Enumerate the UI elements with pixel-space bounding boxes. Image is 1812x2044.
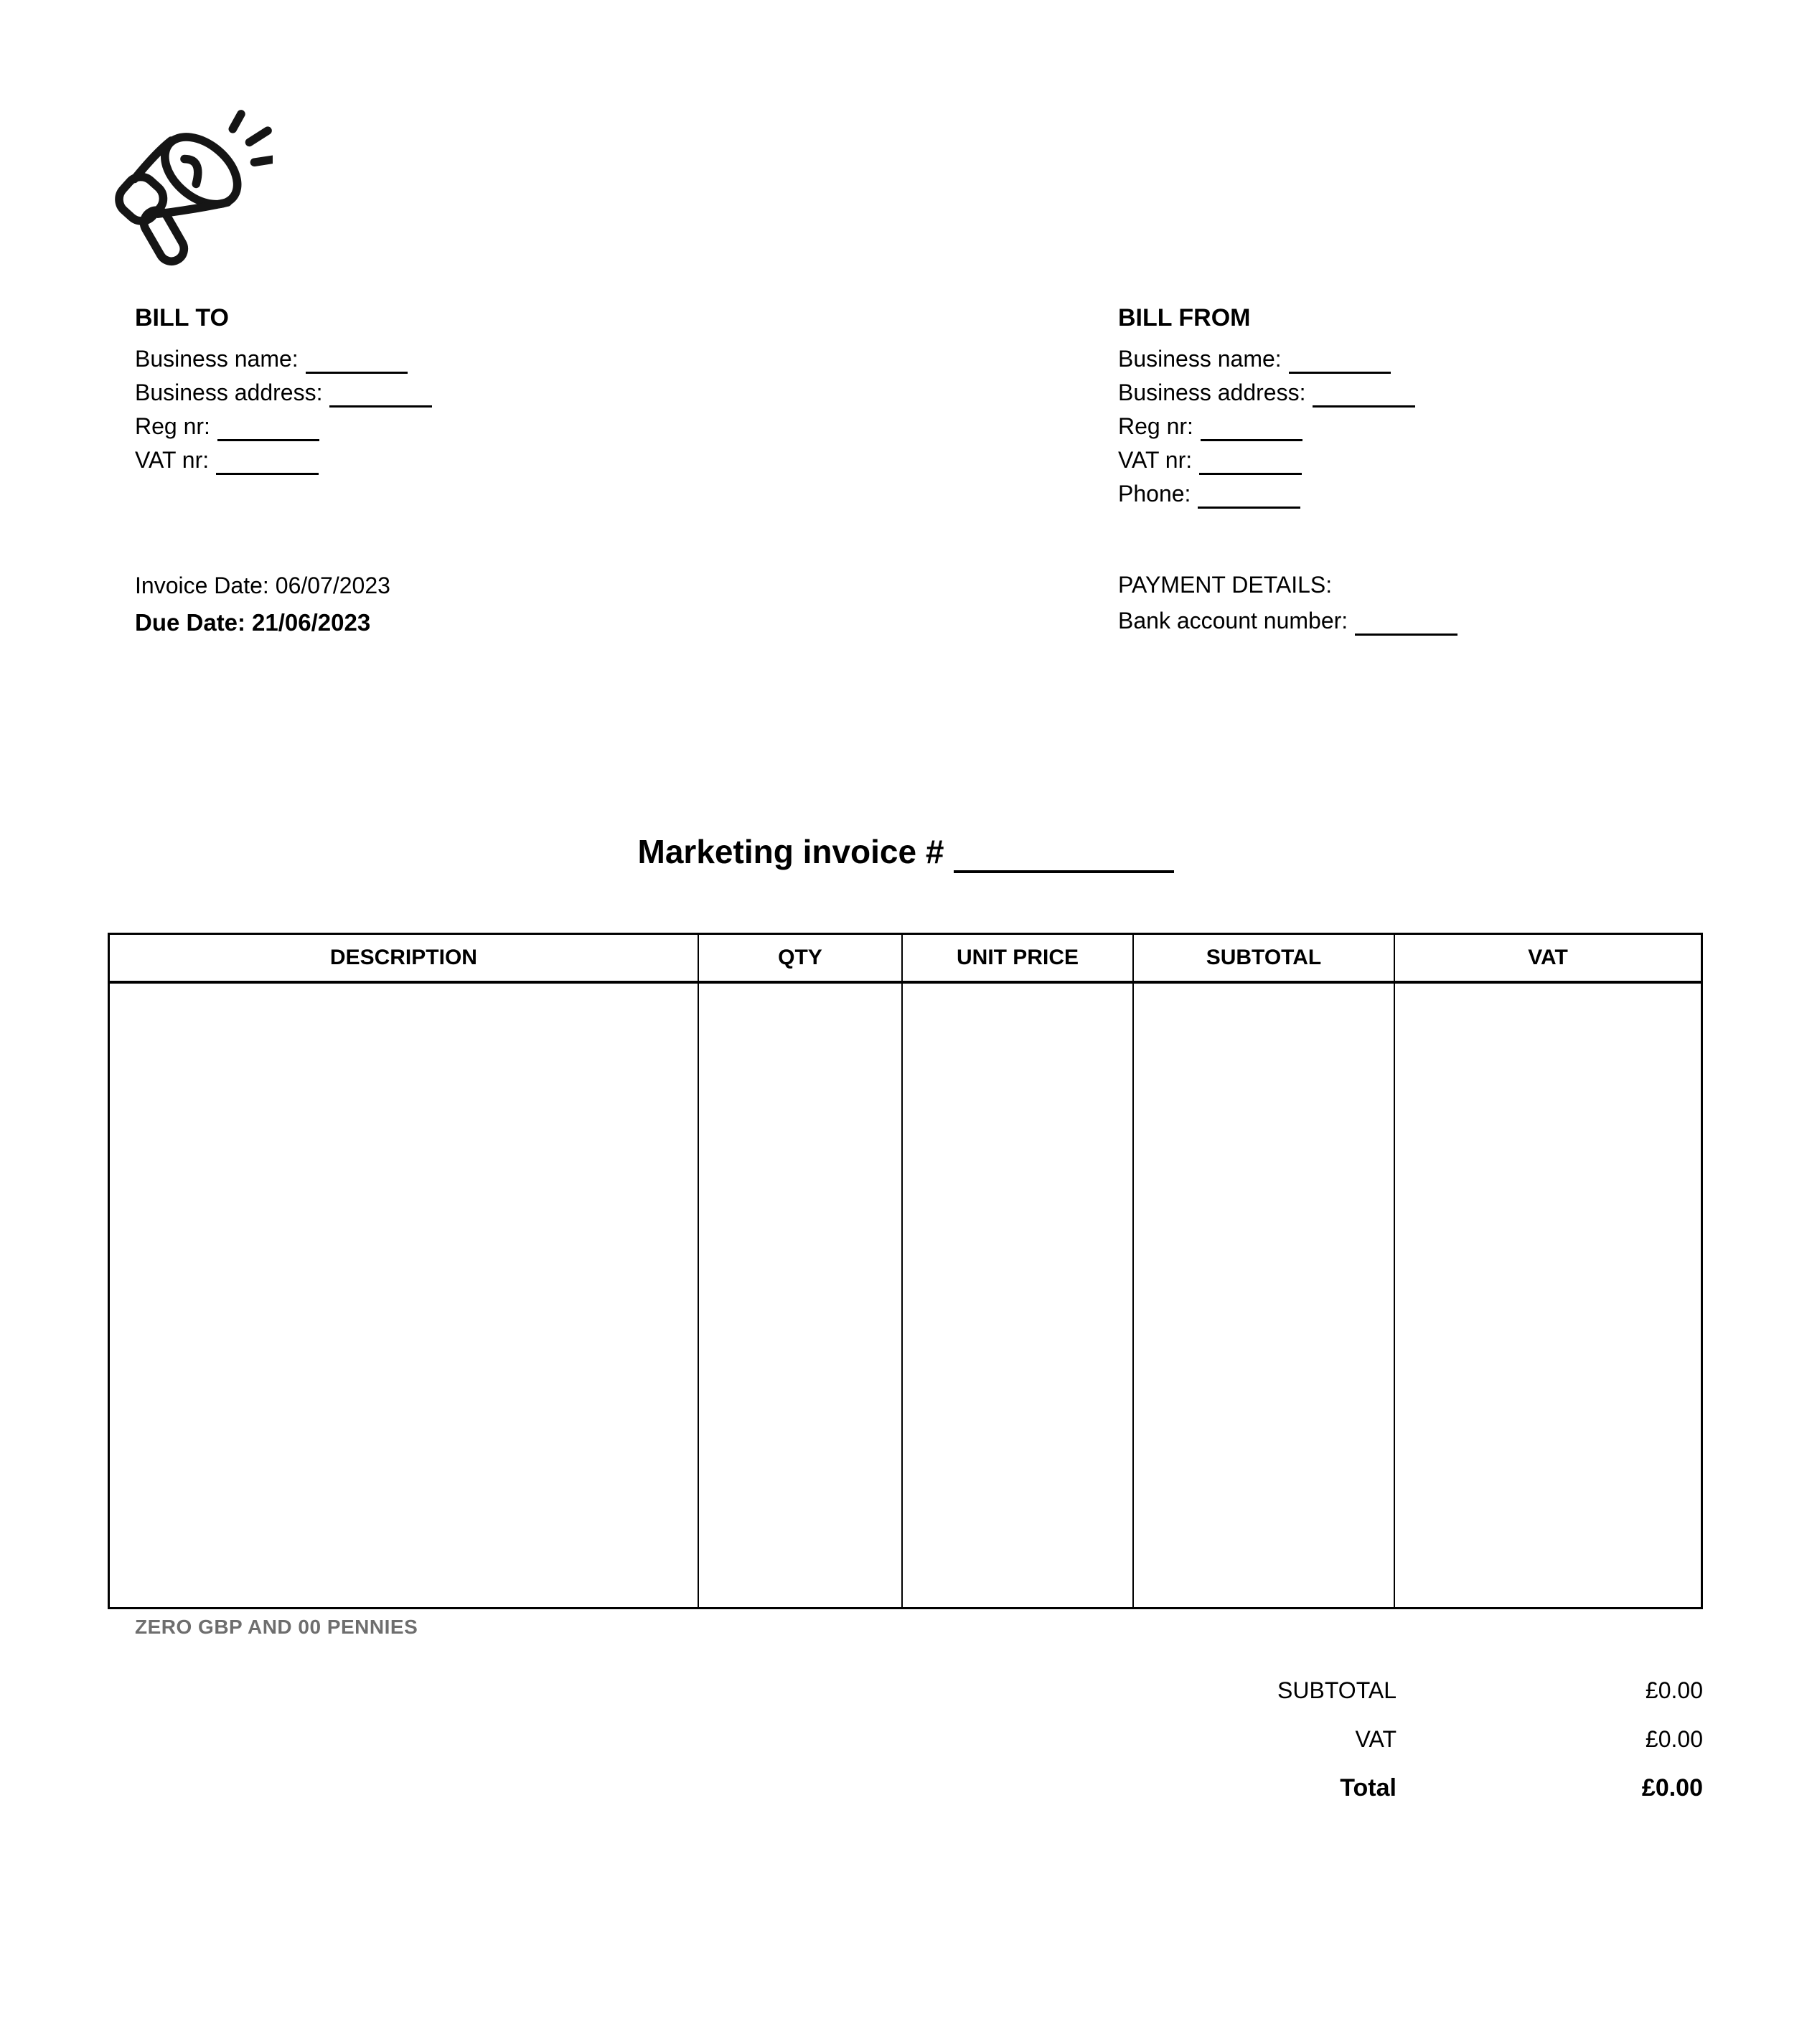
column-header-subtotal: SUBTOTAL <box>1133 934 1394 983</box>
column-header-description: DESCRIPTION <box>109 934 698 983</box>
invoice-date-value: 06/07/2023 <box>275 573 390 598</box>
field-label: Phone: <box>1118 481 1191 507</box>
bank-account-blank <box>1355 608 1457 636</box>
business-address-blank <box>1313 380 1414 408</box>
column-header-qty: QTY <box>698 934 902 983</box>
total-row <box>1076 1763 1703 1812</box>
table-header-row <box>109 934 1702 983</box>
bill-to-section <box>135 304 432 477</box>
vat-row <box>1076 1715 1703 1763</box>
due-date-label: Due Date: <box>135 609 246 636</box>
empty-cell-vat <box>1394 982 1701 1608</box>
bank-account-line <box>1118 603 1457 639</box>
vat-value: £0.00 <box>1645 1726 1703 1752</box>
bill-to-business-address-line <box>135 376 432 410</box>
bill-to-reg-nr-line <box>135 410 432 443</box>
invoice-date-label: Invoice Date: <box>135 573 269 598</box>
bill-from-business-address-line <box>1118 376 1415 410</box>
subtotal-value: £0.00 <box>1645 1677 1703 1703</box>
field-label: VAT nr: <box>135 447 210 473</box>
megaphone-inner-curve <box>184 159 198 184</box>
vat-nr-blank <box>1199 447 1301 475</box>
field-label: Business name: <box>135 346 299 372</box>
invoice-number-blank <box>954 833 1174 873</box>
field-label: Business name: <box>1118 346 1282 372</box>
title-text: Marketing invoice # <box>637 833 944 870</box>
invoice-dates-section <box>135 567 390 641</box>
totals-section <box>1076 1666 1703 1812</box>
field-label: Reg nr: <box>135 413 210 439</box>
total-label: Total <box>1340 1774 1396 1802</box>
column-header-vat: VAT <box>1394 934 1701 983</box>
phone-blank <box>1198 481 1300 509</box>
field-label: Business address: <box>1118 380 1306 405</box>
business-address-blank <box>329 380 431 408</box>
bill-from-vat-nr-line <box>1118 443 1415 477</box>
due-date-line <box>135 604 390 641</box>
subtotal-row <box>1076 1666 1703 1715</box>
bill-from-phone-line <box>1118 477 1415 511</box>
bill-from-section <box>1118 304 1415 511</box>
bill-from-reg-nr-line <box>1118 410 1415 443</box>
bill-to-business-name-line <box>135 342 432 376</box>
field-label: Business address: <box>135 380 323 405</box>
payment-details-section <box>1118 567 1457 639</box>
payment-details-heading: PAYMENT DETAILS: <box>1118 572 1333 598</box>
empty-cell-subtotal <box>1133 982 1394 1608</box>
column-header-unit-price: UNIT PRICE <box>902 934 1133 983</box>
table-empty-row <box>109 982 1702 1608</box>
business-name-blank <box>306 346 408 374</box>
vat-nr-blank <box>216 447 318 475</box>
megaphone-icon <box>106 109 273 275</box>
bill-from-heading: BILL FROM <box>1118 304 1251 331</box>
invoice-date-line <box>135 567 390 604</box>
bill-to-heading: BILL TO <box>135 304 229 331</box>
page-title <box>0 832 1812 871</box>
reg-nr-blank <box>1201 413 1302 441</box>
line-items-table <box>108 933 1703 1609</box>
bill-from-business-name-line <box>1118 342 1415 376</box>
empty-cell-qty <box>698 982 902 1608</box>
sound-lines-icon <box>233 114 273 162</box>
field-label: VAT nr: <box>1118 447 1193 473</box>
bank-account-label: Bank account number: <box>1118 608 1348 634</box>
empty-cell-description <box>109 982 698 1608</box>
business-name-blank <box>1289 346 1391 374</box>
amount-in-words: ZERO GBP AND 00 PENNIES <box>135 1616 418 1638</box>
vat-label: VAT <box>1355 1726 1396 1752</box>
total-value: £0.00 <box>1641 1774 1703 1802</box>
empty-cell-unit-price <box>902 982 1133 1608</box>
bill-to-vat-nr-line <box>135 443 432 477</box>
reg-nr-blank <box>217 413 319 441</box>
field-label: Reg nr: <box>1118 413 1193 439</box>
subtotal-label: SUBTOTAL <box>1277 1677 1396 1703</box>
due-date-value: 21/06/2023 <box>252 609 371 636</box>
